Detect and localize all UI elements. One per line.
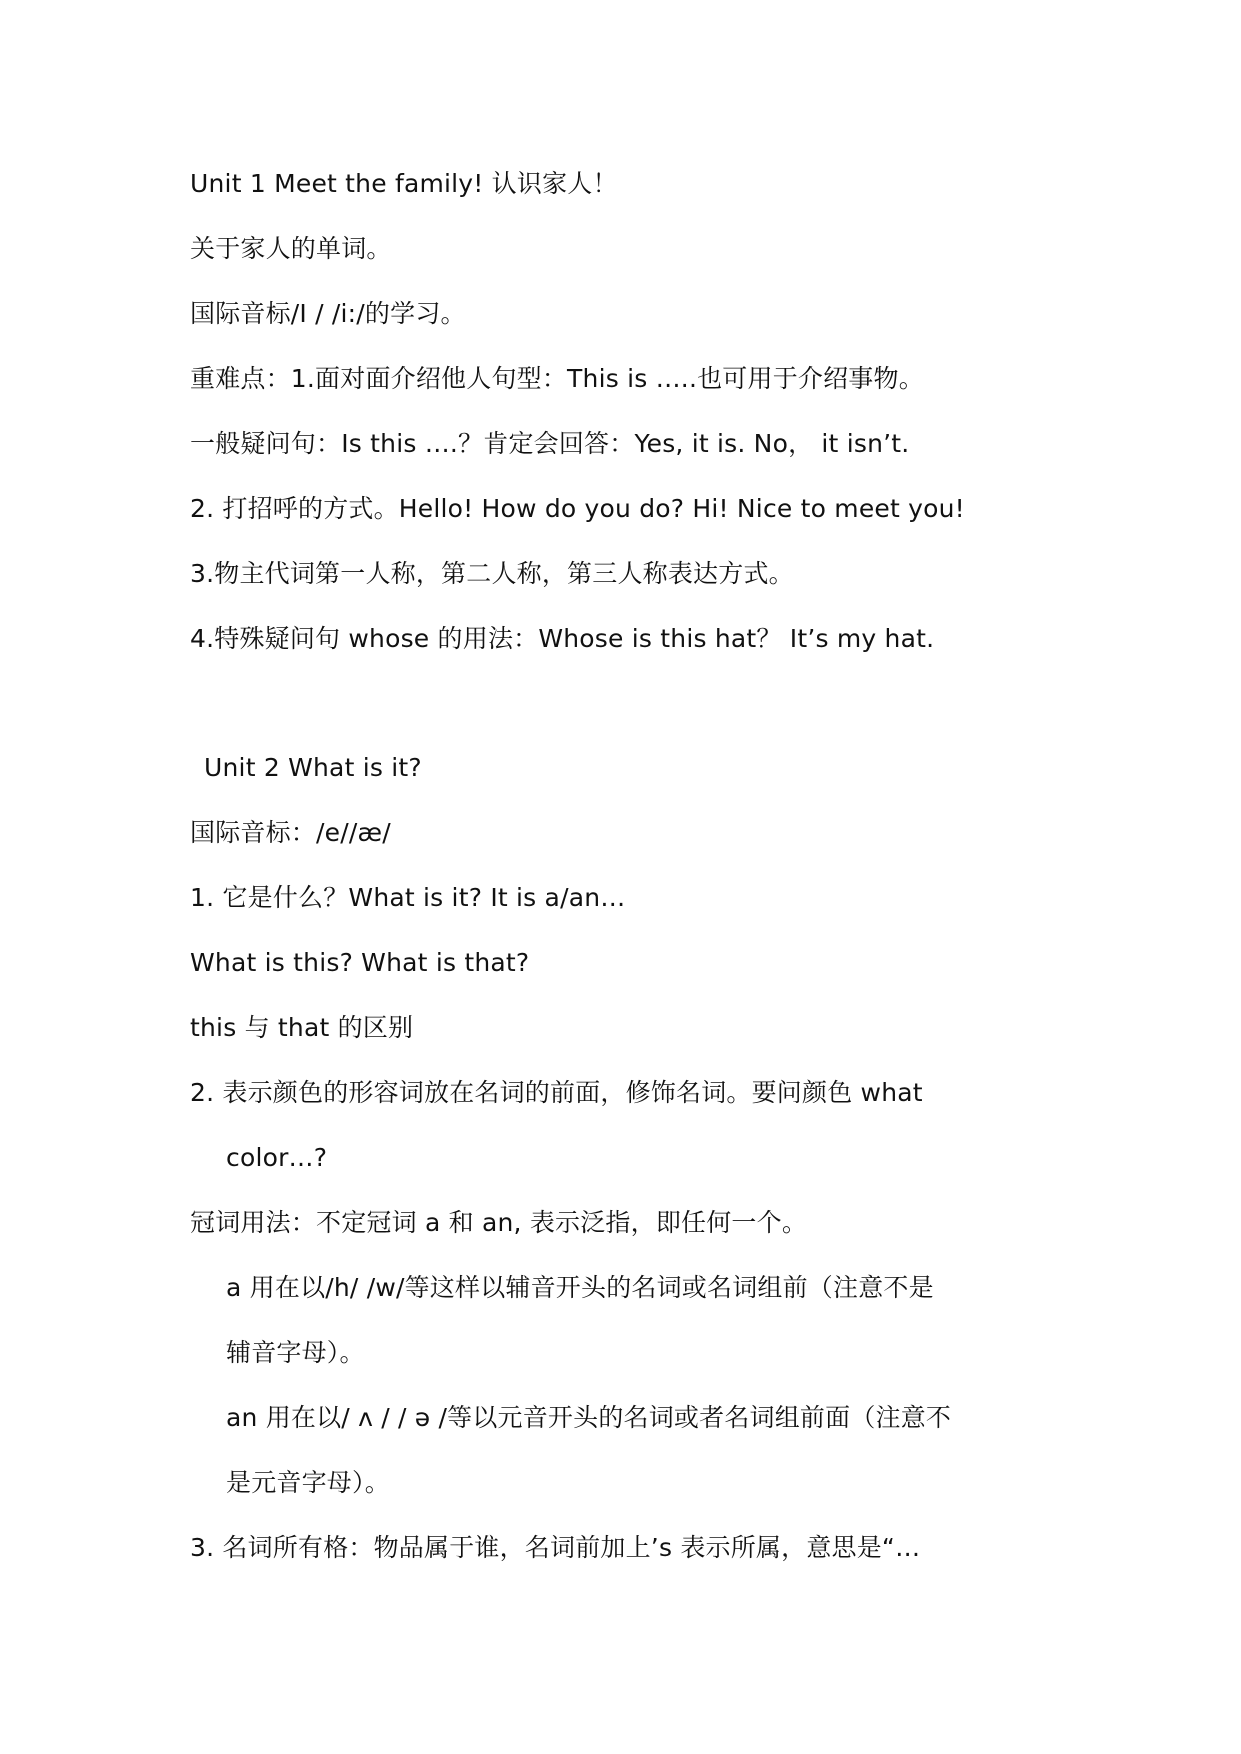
unit2-an-usage-continuation: 是元音字母）。 (226, 1468, 390, 1497)
unit2-an-usage-line: an 用在以/ ʌ / / ə /等以元音开头的名词或者名词组前面（注意不 (226, 1403, 952, 1432)
unit1-heading: Unit 1 Meet the family! 认识家人！ (190, 169, 618, 198)
unit2-difference-line: this 与 that 的区别 (190, 1013, 414, 1042)
unit2-possessive-line: 3. 名词所有格：物品属于谁，名词前加上’s 表示所属，意思是“… (190, 1533, 921, 1562)
unit2-heading: Unit 2 What is it? (204, 753, 422, 782)
unit1-greeting-line: 2. 打招呼的方式。Hello! How do you do? Hi! Nice to meet you! (190, 494, 965, 523)
unit1-whose-line: 4.特殊疑问句 whose 的用法：Whose is this hat？ It’s my hat. (190, 624, 935, 653)
unit1-pronoun-line: 3.物主代词第一人称，第二人称，第三人称表达方式。 (190, 559, 794, 588)
unit1-phonetics-line: 国际音标/I / /i:/的学习。 (190, 299, 466, 328)
unit2-color-line: 2. 表示颜色的形容词放在名词的前面，修饰名词。要问颜色 what (190, 1078, 923, 1107)
unit1-keypoints-line: 重难点：1.面对面介绍他人句型：This is …..也可用于介绍事物。 (190, 364, 924, 393)
unit2-this-that-line: What is this? What is that? (190, 948, 530, 977)
unit2-phonetics-line: 国际音标：/e//æ/ (190, 818, 391, 847)
unit2-what-is-it-line: 1. 它是什么？What is it? It is a/an… (190, 883, 626, 912)
unit1-vocabulary-line: 关于家人的单词。 (190, 234, 392, 263)
unit2-color-continuation: color…? (226, 1143, 328, 1172)
unit2-a-usage-line: a 用在以/h/ /w/等这样以辅音开头的名词或名词组前（注意不是 (226, 1273, 934, 1302)
unit1-question-line: 一般疑问句：Is this ….？肯定会回答：Yes, it is. No， it isn’t. (190, 429, 910, 458)
unit2-a-usage-continuation: 辅音字母）。 (226, 1338, 365, 1367)
unit2-article-line: 冠词用法：不定冠词 a 和 an, 表示泛指，即任何一个。 (190, 1208, 808, 1237)
